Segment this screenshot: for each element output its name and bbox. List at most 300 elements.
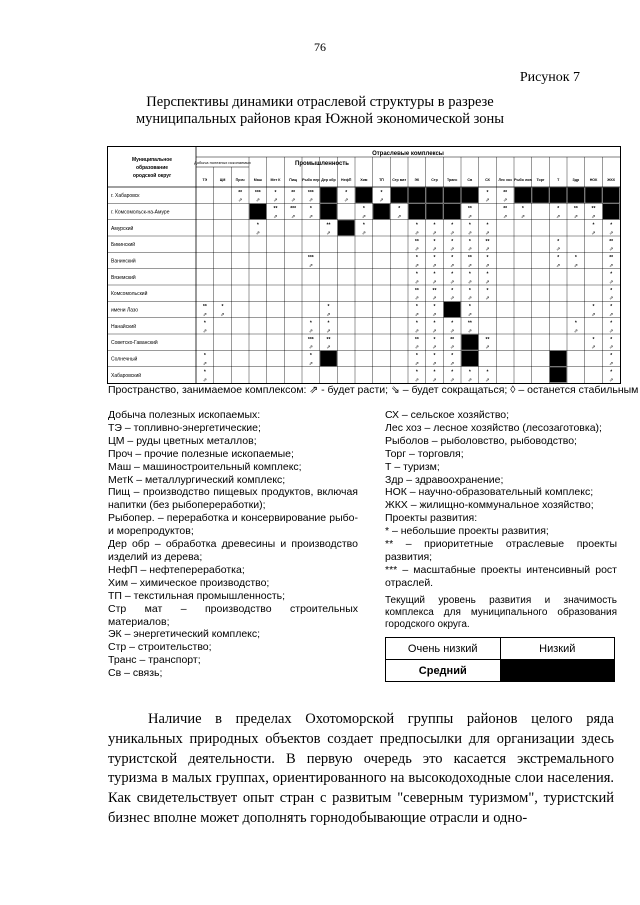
- matrix-project-mark: *: [433, 255, 436, 262]
- matrix-project-mark: *: [433, 369, 436, 376]
- matrix-project-mark: *: [415, 255, 418, 262]
- matrix-trend-mark: ⇗: [308, 197, 313, 204]
- matrix-project-mark: **: [609, 255, 614, 262]
- matrix-trend-mark: ⇗: [573, 328, 578, 335]
- matrix-dark-cell: [462, 351, 479, 366]
- matrix-trend-mark: ⇗: [573, 263, 578, 270]
- matrix-trend-mark: ⇗: [379, 197, 384, 204]
- matrix-dark-cell: [373, 204, 390, 219]
- abbreviation-item: ЭК – энергетический комплекс;: [108, 628, 261, 641]
- matrix-trend-mark: ⇗: [344, 197, 349, 204]
- matrix-project-mark: *: [398, 206, 401, 213]
- matrix-trend-mark: ⇗: [432, 344, 437, 351]
- matrix-industry-header: Промышленность: [295, 161, 349, 167]
- matrix-trend-mark: ⇗: [432, 377, 437, 383]
- matrix-project-mark: **: [450, 336, 455, 343]
- matrix-trend-mark: ⇗: [556, 263, 561, 270]
- matrix-trend-mark: ⇗: [255, 230, 260, 237]
- matrix-trend-mark: ⇗: [609, 328, 614, 335]
- matrix-dark-cell: [426, 204, 443, 219]
- matrix-trend-mark: ⇗: [467, 230, 472, 237]
- matrix-column-header: Стр мат: [392, 178, 407, 182]
- matrix-column-header: Рыбо пер: [302, 178, 320, 182]
- matrix-project-mark: *: [451, 238, 454, 245]
- abbreviation-item: Проекты развития:: [385, 512, 478, 525]
- matrix-dark-cell: [320, 188, 337, 203]
- matrix-dark-cell: [409, 204, 426, 219]
- matrix-row-label: Ванинский: [111, 258, 136, 265]
- matrix-legend: Пространство, занимаемое комплексом: ⇗ - будет расти; ⇘ – будет сокращаться; ◊ – останется стабильным: [108, 384, 639, 396]
- matrix-trend-mark: ⇗: [485, 197, 490, 204]
- matrix-project-mark: ***: [290, 206, 297, 213]
- matrix-dark-cell: [462, 188, 479, 203]
- matrix-project-mark: *: [274, 189, 277, 196]
- matrix-dark-cell: [515, 188, 532, 203]
- matrix-trend-mark: ⇗: [450, 263, 455, 270]
- matrix-trend-mark: ⇗: [450, 328, 455, 335]
- matrix-project-mark: *: [592, 222, 595, 229]
- matrix-trend-mark: ⇗: [485, 344, 490, 351]
- figure-label: Рисунок 7: [519, 70, 580, 85]
- matrix-trend-mark: ⇗: [450, 344, 455, 351]
- matrix-project-mark: *: [610, 353, 613, 360]
- matrix-column-header: Проч: [235, 178, 245, 182]
- matrix-column-header: Здр: [572, 178, 580, 182]
- matrix-trend-mark: ⇗: [573, 214, 578, 221]
- matrix-trend-mark: ⇗: [238, 197, 243, 204]
- matrix-trend-mark: ⇗: [609, 344, 614, 351]
- abbreviation-item: * – небольшие проекты развития;: [385, 525, 549, 538]
- matrix-project-mark: *: [468, 271, 471, 278]
- matrix-trend-mark: ⇗: [450, 295, 455, 302]
- figure-title: [100, 94, 540, 128]
- matrix-project-mark: *: [221, 304, 224, 311]
- abbreviation-item: *** – масштабные проекты интенсивный рост отраслей.: [385, 563, 617, 589]
- matrix-project-mark: **: [326, 222, 331, 229]
- matrix-project-mark: **: [467, 255, 472, 262]
- matrix-column-header: Маш: [253, 178, 262, 182]
- matrix-project-mark: *: [592, 304, 595, 311]
- matrix-trend-mark: ⇗: [485, 295, 490, 302]
- matrix-trend-mark: ⇗: [414, 295, 419, 302]
- matrix-project-mark: *: [610, 287, 613, 294]
- matrix-trend-mark: ⇗: [467, 246, 472, 253]
- matrix-trend-mark: ⇗: [609, 230, 614, 237]
- matrix-trend-mark: ⇗: [432, 312, 437, 319]
- matrix-trend-mark: ⇗: [467, 279, 472, 286]
- matrix-trend-mark: ⇗: [308, 263, 313, 270]
- matrix-trend-mark: ⇗: [202, 312, 207, 319]
- matrix-trend-mark: ⇗: [414, 246, 419, 253]
- matrix-trend-mark: ⇗: [556, 246, 561, 253]
- matrix-trend-mark: ⇗: [467, 377, 472, 383]
- level-medium: Средний: [386, 660, 501, 682]
- matrix-project-mark: **: [485, 238, 490, 245]
- matrix-project-mark: **: [609, 238, 614, 245]
- matrix-trend-mark: ⇗: [609, 295, 614, 302]
- matrix-trend-mark: ⇗: [326, 328, 331, 335]
- matrix-project-mark: *: [203, 369, 206, 376]
- matrix-project-mark: **: [414, 238, 419, 245]
- matrix-column-header: Мет К: [270, 178, 281, 182]
- matrix-trend-mark: ⇗: [414, 328, 419, 335]
- matrix-mining-header: Добыча полезных ископаемых: [194, 160, 251, 165]
- matrix-project-mark: **: [202, 304, 207, 311]
- level-high: [500, 660, 615, 682]
- matrix-project-mark: *: [610, 304, 613, 311]
- matrix-column-header: Стр: [431, 178, 438, 182]
- matrix-trend-mark: ⇗: [609, 246, 614, 253]
- matrix-trend-mark: ⇗: [308, 344, 313, 351]
- matrix-project-mark: *: [468, 222, 471, 229]
- matrix-project-mark: *: [451, 287, 454, 294]
- matrix-dark-cell: [444, 188, 461, 203]
- matrix-project-mark: *: [468, 238, 471, 245]
- matrix-project-mark: *: [451, 271, 454, 278]
- matrix-trend-mark: ⇗: [397, 214, 402, 221]
- matrix-project-mark: *: [468, 304, 471, 311]
- abbreviation-item: Хим – химическое производство;: [108, 576, 270, 589]
- matrix-project-mark: *: [309, 320, 312, 327]
- matrix-project-mark: *: [327, 304, 330, 311]
- matrix-project-mark: **: [467, 206, 472, 213]
- matrix-column-header: ЦМ: [219, 178, 226, 182]
- matrix-project-mark: *: [451, 255, 454, 262]
- body-paragraph: Наличие в пределах Охотоморской группы районов целого ряда уникальных природных объектов создает предпосылки для организации здесь туристской деятельности. В первую очередь это касается экстремального туризма в малых группах, ориентированного на высокодоходные слои населения. Как свидетельствует опыт стран с развитым "северным туризмом", туристский бизнес вполне может дополнять горнодобывающие отрасли и одно-: [108, 711, 614, 826]
- matrix-trend-mark: ⇗: [467, 263, 472, 270]
- matrix-project-mark: *: [610, 369, 613, 376]
- matrix-trend-mark: ⇗: [432, 246, 437, 253]
- abbreviation-item: ЦМ – руды цветных металлов;: [108, 434, 257, 447]
- matrix-project-mark: *: [486, 287, 489, 294]
- abbreviation-item: Маш – машиностроительный комплекс;: [108, 460, 302, 473]
- matrix-trend-mark: ⇗: [503, 214, 508, 221]
- matrix-trend-mark: ⇗: [467, 328, 472, 335]
- matrix-dark-cell: [444, 204, 461, 219]
- level-very-low: Очень низкий: [386, 638, 501, 660]
- matrix-trend-mark: ⇗: [503, 197, 508, 204]
- matrix-project-mark: *: [433, 238, 436, 245]
- matrix-dark-cell: [603, 204, 620, 219]
- matrix-dark-cell: [391, 188, 408, 203]
- matrix-trend-mark: ⇗: [450, 377, 455, 383]
- abbreviation-item: Стр – строительство;: [108, 641, 212, 654]
- matrix-dark-cell: [320, 351, 337, 366]
- matrix-dark-cell: [356, 188, 373, 203]
- matrix-project-mark: *: [486, 189, 489, 196]
- matrix-project-mark: *: [574, 320, 577, 327]
- matrix-column-header: Хим: [360, 178, 368, 182]
- matrix-trend-mark: ⇗: [414, 230, 419, 237]
- matrix-dark-cell: [462, 335, 479, 350]
- matrix-row-label: Амурский: [111, 225, 134, 232]
- matrix-trend-mark: ⇗: [485, 377, 490, 383]
- abbreviation-item: ** – приоритетные отраслевые проекты развития;: [385, 538, 617, 563]
- abbreviation-item: Т – туризм;: [385, 460, 440, 473]
- matrix-project-mark: *: [380, 189, 383, 196]
- matrix-trend-mark: ⇗: [556, 214, 561, 221]
- matrix-project-mark: *: [327, 320, 330, 327]
- matrix-row-label: имени Лазо: [111, 307, 138, 314]
- matrix-column-header: Пищ: [289, 178, 298, 182]
- matrix-trend-mark: ⇗: [255, 197, 260, 204]
- matrix-project-mark: *: [486, 255, 489, 262]
- matrix-trend-mark: ⇗: [414, 312, 419, 319]
- body-text: [108, 710, 614, 829]
- abbreviation-item: СХ – сельское хозяйство;: [385, 409, 510, 421]
- sector-matrix-figure: [107, 146, 621, 384]
- matrix-trend-mark: ⇗: [326, 344, 331, 351]
- matrix-trend-mark: ⇗: [202, 377, 207, 383]
- matrix-trend-mark: ⇗: [485, 263, 490, 270]
- figure-title-line-2: муниципальных районов края Южной экономической зоны: [135, 111, 505, 127]
- matrix-row-label: Хабаровский: [111, 372, 142, 379]
- matrix-project-mark: *: [557, 238, 560, 245]
- page-number: 76: [314, 40, 326, 54]
- matrix-project-mark: **: [503, 189, 508, 196]
- matrix-column-header: ТП: [379, 178, 384, 182]
- matrix-column-header: ТЭ: [202, 178, 208, 182]
- matrix-project-mark: *: [433, 304, 436, 311]
- matrix-column-header: Лес хоз: [498, 178, 512, 182]
- abbreviation-item: Добыча полезных ископаемых:: [108, 409, 261, 421]
- matrix-trend-mark: ⇗: [220, 312, 225, 319]
- matrix-trend-mark: ⇗: [326, 312, 331, 319]
- matrix-project-mark: *: [309, 353, 312, 360]
- matrix-trend-mark: ⇗: [450, 279, 455, 286]
- matrix-trend-mark: ⇗: [414, 263, 419, 270]
- matrix-column-header: Торг: [536, 178, 545, 182]
- matrix-project-mark: *: [574, 255, 577, 262]
- matrix-dark-cell: [426, 188, 443, 203]
- matrix-project-mark: **: [238, 189, 243, 196]
- matrix-trend-mark: ⇗: [414, 361, 419, 368]
- matrix-trend-mark: ⇗: [308, 361, 313, 368]
- abbreviation-item: Транс – транспорт;: [108, 654, 201, 667]
- matrix-project-mark: *: [486, 271, 489, 278]
- matrix-row-label: г. Хабаровск: [111, 193, 140, 200]
- matrix-trend-mark: ⇗: [450, 230, 455, 237]
- matrix-project-mark: ***: [307, 255, 314, 262]
- matrix-project-mark: *: [415, 369, 418, 376]
- matrix-project-mark: *: [451, 353, 454, 360]
- matrix-row-label: Нанайский: [111, 323, 136, 330]
- matrix-project-mark: *: [433, 336, 436, 343]
- matrix-trend-mark: ⇗: [432, 263, 437, 270]
- matrix-project-mark: *: [203, 320, 206, 327]
- matrix-project-mark: *: [309, 206, 312, 213]
- matrix-column-header: Т: [557, 178, 560, 182]
- matrix-column-header: ЖКХ: [607, 178, 616, 182]
- matrix-trend-mark: ⇗: [467, 312, 472, 319]
- matrix-project-mark: *: [256, 222, 259, 229]
- matrix-trend-mark: ⇗: [308, 328, 313, 335]
- matrix-project-mark: *: [557, 206, 560, 213]
- matrix-trend-mark: ⇗: [591, 230, 596, 237]
- abbreviation-item: Торг – торговля;: [385, 447, 464, 460]
- development-level-legend: [385, 637, 615, 682]
- matrix-column-header: Св: [467, 178, 473, 182]
- matrix-project-mark: *: [486, 222, 489, 229]
- matrix-trend-mark: ⇗: [591, 312, 596, 319]
- matrix-trend-mark: ⇗: [467, 214, 472, 221]
- matrix-project-mark: *: [415, 320, 418, 327]
- abbreviation-item: Пищ – производство пищевых продуктов, включая напитки (без рыбопереработки);: [108, 486, 358, 512]
- matrix-trend-mark: ⇗: [520, 214, 525, 221]
- matrix-trend-mark: ⇗: [609, 312, 614, 319]
- matrix-trend-mark: ⇗: [202, 328, 207, 335]
- matrix-dark-cell: [568, 188, 585, 203]
- matrix-dark-cell: [550, 351, 567, 366]
- matrix-project-mark: ***: [254, 189, 261, 196]
- matrix-project-mark: **: [273, 206, 278, 213]
- matrix-project-mark: **: [414, 336, 419, 343]
- matrix-project-mark: ***: [307, 189, 314, 196]
- matrix-dark-cell: [532, 188, 549, 203]
- sector-matrix: [108, 147, 620, 383]
- matrix-project-mark: ***: [307, 336, 314, 343]
- matrix-trend-mark: ⇗: [432, 279, 437, 286]
- matrix-trend-mark: ⇗: [450, 246, 455, 253]
- matrix-project-mark: *: [451, 222, 454, 229]
- matrix-project-mark: *: [468, 369, 471, 376]
- matrix-dark-cell: [550, 188, 567, 203]
- matrix-row-label: Солнечный: [111, 356, 138, 363]
- matrix-project-mark: **: [414, 287, 419, 294]
- matrix-project-mark: **: [467, 320, 472, 327]
- abbreviation-item: Проч – прочие полезные ископаемые;: [108, 447, 294, 460]
- matrix-project-mark: *: [415, 353, 418, 360]
- matrix-project-mark: *: [362, 222, 365, 229]
- matrix-project-mark: *: [362, 206, 365, 213]
- matrix-project-mark: *: [610, 336, 613, 343]
- matrix-project-mark: **: [591, 206, 596, 213]
- abbreviation-item: НОК – научно-образовательный комплекс;: [385, 486, 594, 499]
- matrix-trend-mark: ⇗: [609, 263, 614, 270]
- abbreviation-item: Св – связь;: [108, 667, 163, 680]
- matrix-project-mark: *: [521, 206, 524, 213]
- matrix-trend-mark: ⇗: [291, 197, 296, 204]
- matrix-column-header: Транс: [446, 178, 458, 182]
- matrix-row-label: Советско-Гаванский: [111, 340, 158, 347]
- matrix-row-label: Бикинский: [111, 242, 136, 249]
- matrix-column-header: НефП: [341, 178, 352, 182]
- matrix-dark-cell: [603, 188, 620, 203]
- matrix-project-mark: *: [433, 271, 436, 278]
- matrix-trend-mark: ⇗: [291, 214, 296, 221]
- matrix-project-mark: **: [573, 206, 578, 213]
- abbreviation-item: Дер обр – обработка древесины и производство изделий из дерева;: [108, 538, 358, 563]
- matrix-district-header: Муниципальное: [131, 157, 173, 163]
- abbreviation-item: НефП – нефтепереработка;: [108, 563, 245, 576]
- matrix-project-mark: *: [203, 353, 206, 360]
- matrix-dark-cell: [250, 204, 267, 219]
- matrix-trend-mark: ⇗: [308, 214, 313, 221]
- matrix-project-mark: **: [503, 206, 508, 213]
- matrix-project-mark: *: [433, 222, 436, 229]
- matrix-project-mark: *: [415, 222, 418, 229]
- matrix-trend-mark: ⇗: [591, 344, 596, 351]
- matrix-row-label: Комсомольский: [111, 291, 148, 298]
- abbreviation-item: ТП – текстильная промышленность;: [108, 589, 286, 602]
- matrix-trend-mark: ⇗: [432, 328, 437, 335]
- abbreviation-item: Рыболов – рыболовство, рыбоводство;: [385, 434, 577, 447]
- matrix-project-mark: **: [291, 189, 296, 196]
- matrix-trend-mark: ⇗: [432, 230, 437, 237]
- matrix-project-mark: **: [326, 336, 331, 343]
- matrix-project-mark: *: [433, 353, 436, 360]
- matrix-trend-mark: ⇗: [432, 361, 437, 368]
- matrix-column-header: ЭК: [414, 178, 420, 182]
- matrix-top-header: Отраслевые комплексы: [372, 151, 444, 157]
- abbreviations-left: [108, 409, 358, 680]
- abbreviations-right: [385, 409, 617, 590]
- matrix-project-mark: **: [485, 336, 490, 343]
- matrix-project-mark: *: [610, 222, 613, 229]
- matrix-column-header: СХ: [485, 178, 490, 182]
- matrix-trend-mark: ⇗: [485, 279, 490, 286]
- matrix-trend-mark: ⇗: [361, 230, 366, 237]
- abbreviation-item: Рыбопер. – переработка и консервирование рыбо- и морепродуктов;: [108, 512, 358, 538]
- matrix-district-header: ородской округ: [132, 173, 172, 179]
- matrix-trend-mark: ⇗: [450, 361, 455, 368]
- matrix-trend-mark: ⇗: [432, 295, 437, 302]
- matrix-project-mark: *: [557, 255, 560, 262]
- matrix-project-mark: *: [486, 369, 489, 376]
- matrix-trend-mark: ⇗: [467, 295, 472, 302]
- matrix-dark-cell: [338, 220, 355, 235]
- matrix-dark-cell: [444, 302, 461, 317]
- matrix-district-header: образование: [135, 165, 169, 171]
- matrix-project-mark: *: [415, 271, 418, 278]
- matrix-project-mark: *: [451, 320, 454, 327]
- matrix-trend-mark: ⇗: [609, 377, 614, 383]
- matrix-project-mark: *: [610, 271, 613, 278]
- figure-title-line-1: Перспективы динамики отраслевой структуры в разрезе: [146, 94, 494, 110]
- level-low: Низкий: [500, 638, 615, 660]
- abbreviation-item: МетК – металлургический комплекс;: [108, 473, 286, 486]
- abbreviation-item: Здр – здравоохранение;: [385, 473, 504, 486]
- matrix-trend-mark: ⇗: [273, 214, 278, 221]
- matrix-trend-mark: ⇗: [485, 230, 490, 237]
- matrix-trend-mark: ⇗: [414, 279, 419, 286]
- matrix-trend-mark: ⇗: [609, 279, 614, 286]
- abbreviation-item: Стр мат – производство строительных материалов;: [108, 602, 358, 628]
- matrix-dark-cell: [409, 188, 426, 203]
- matrix-row-label: Вяземский: [111, 274, 136, 281]
- matrix-dark-cell: [320, 204, 337, 219]
- matrix-project-mark: **: [432, 287, 437, 294]
- matrix-project-mark: *: [433, 320, 436, 327]
- abbreviation-item: ТЭ – топливно-энергетические;: [108, 421, 261, 434]
- matrix-project-mark: *: [451, 369, 454, 376]
- matrix-project-mark: *: [345, 189, 348, 196]
- matrix-trend-mark: ⇗: [485, 246, 490, 253]
- matrix-column-header: Рыбо лов: [514, 178, 532, 182]
- matrix-trend-mark: ⇗: [414, 344, 419, 351]
- matrix-trend-mark: ⇗: [273, 197, 278, 204]
- matrix-project-mark: *: [592, 336, 595, 343]
- abbreviation-item: ЖКХ – жилищно-коммунальное хозяйство;: [385, 499, 594, 512]
- matrix-trend-mark: ⇗: [361, 214, 366, 221]
- matrix-trend-mark: ⇗: [326, 230, 331, 237]
- matrix-column-header: Дер обр: [321, 178, 336, 182]
- matrix-column-header: НОК: [589, 178, 598, 182]
- matrix-row-label: г. Комсомольск-на-Амуре: [111, 209, 170, 216]
- matrix-dark-cell: [550, 367, 567, 382]
- matrix-trend-mark: ⇗: [609, 361, 614, 368]
- matrix-project-mark: *: [468, 287, 471, 294]
